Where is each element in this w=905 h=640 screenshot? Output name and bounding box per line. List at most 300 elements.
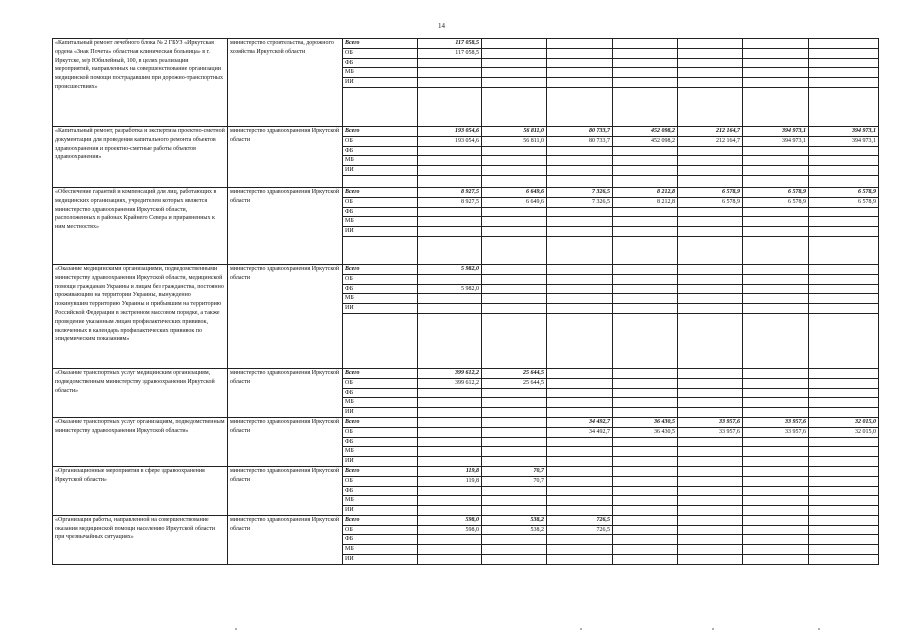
amount-cell bbox=[613, 217, 678, 227]
amount-cell: 7 326,5 bbox=[547, 187, 613, 197]
amount-cell bbox=[678, 68, 743, 78]
amount-cell bbox=[678, 437, 743, 447]
amount-cell bbox=[482, 496, 547, 506]
amount-cell bbox=[547, 398, 613, 408]
amount-cell bbox=[613, 398, 678, 408]
amount-cell bbox=[743, 388, 809, 398]
amount-cell: 25 644,5 bbox=[482, 368, 547, 378]
amount-cell bbox=[547, 156, 613, 166]
amount-cell bbox=[743, 466, 809, 476]
amount-cell bbox=[613, 39, 678, 49]
funding-source: Всего bbox=[343, 417, 418, 427]
funding-source: Всего bbox=[343, 368, 418, 378]
amount-cell bbox=[547, 496, 613, 506]
amount-cell bbox=[743, 48, 809, 58]
amount-cell bbox=[613, 166, 678, 176]
amount-cell bbox=[418, 166, 482, 176]
amount-cell: 212 164,7 bbox=[678, 136, 743, 146]
scan-speck bbox=[580, 628, 582, 630]
funding-source: ФБ bbox=[343, 284, 418, 294]
amount-cell bbox=[547, 476, 613, 486]
page-number: 14 bbox=[438, 22, 445, 30]
spacer-cell bbox=[418, 313, 482, 368]
amount-cell bbox=[547, 227, 613, 237]
amount-cell bbox=[547, 294, 613, 304]
spacer-cell bbox=[547, 236, 613, 264]
amount-cell bbox=[613, 227, 678, 237]
amount-cell bbox=[613, 207, 678, 217]
amount-cell bbox=[547, 274, 613, 284]
amount-cell: 394 973,1 bbox=[809, 136, 879, 146]
amount-cell bbox=[418, 388, 482, 398]
amount-cell bbox=[678, 496, 743, 506]
amount-cell bbox=[809, 48, 879, 58]
amount-cell bbox=[613, 466, 678, 476]
amount-cell bbox=[482, 398, 547, 408]
amount-cell bbox=[613, 535, 678, 545]
amount-cell: 32 015,0 bbox=[809, 427, 879, 437]
funding-source: Всего bbox=[343, 264, 418, 274]
amount-cell bbox=[482, 417, 547, 427]
amount-cell bbox=[809, 156, 879, 166]
amount-cell bbox=[547, 304, 613, 314]
amount-cell: 598,0 bbox=[418, 515, 482, 525]
amount-cell bbox=[613, 447, 678, 457]
spacer-cell bbox=[547, 87, 613, 126]
funding-source: ОБ bbox=[343, 378, 418, 388]
amount-cell bbox=[809, 388, 879, 398]
amount-cell: 119,8 bbox=[418, 476, 482, 486]
amount-cell bbox=[613, 58, 678, 68]
spacer-cell bbox=[678, 175, 743, 187]
amount-cell bbox=[482, 486, 547, 496]
amount-cell bbox=[809, 476, 879, 486]
funding-source: МБ bbox=[343, 447, 418, 457]
spacer-cell bbox=[809, 313, 879, 368]
amount-cell bbox=[418, 535, 482, 545]
amount-cell bbox=[678, 58, 743, 68]
amount-cell bbox=[482, 78, 547, 88]
amount-cell bbox=[809, 486, 879, 496]
amount-cell bbox=[482, 408, 547, 418]
spacer-cell bbox=[613, 313, 678, 368]
amount-cell: 80 733,7 bbox=[547, 126, 613, 136]
spacer-cell bbox=[547, 175, 613, 187]
amount-cell bbox=[743, 506, 809, 516]
amount-cell bbox=[418, 457, 482, 467]
amount-cell bbox=[809, 146, 879, 156]
amount-cell: 117 058,5 bbox=[418, 39, 482, 49]
amount-cell bbox=[613, 274, 678, 284]
section-description: «Оказание транспортных услуг медицинским организациям, подведомственным министерству здравоохранения Иркутской области» bbox=[53, 368, 228, 417]
amount-cell bbox=[547, 146, 613, 156]
amount-cell bbox=[547, 486, 613, 496]
funding-source: МБ bbox=[343, 496, 418, 506]
amount-cell bbox=[678, 39, 743, 49]
amount-cell bbox=[547, 466, 613, 476]
amount-cell bbox=[418, 207, 482, 217]
spacer-cell bbox=[343, 87, 418, 126]
amount-cell bbox=[809, 78, 879, 88]
amount-cell bbox=[482, 48, 547, 58]
section-description: «Капитальный ремонт лечебного блока № 2 ГБУЗ «Иркутская ордена «Знак Почета» областная клиническая больница» в г. Иркутске, м/р Юбилейный, 100, в целях реализации мероприятий, направленных на совершенствование организации медицинской помощи пострадавшим при дорожно-транспортных происшествиях» bbox=[53, 39, 228, 127]
amount-cell bbox=[418, 408, 482, 418]
amount-cell bbox=[678, 166, 743, 176]
amount-cell bbox=[743, 68, 809, 78]
section-description: «Обеспечение гарантий и компенсаций для лиц, работающих в медицинских организациях, учредителем которых является министерство здравоохранения Иркутской области, расположенных в районах Крайнего Севера и приравненных к ним местностях» bbox=[53, 187, 228, 264]
amount-cell bbox=[547, 506, 613, 516]
amount-cell: 33 957,6 bbox=[743, 427, 809, 437]
amount-cell bbox=[743, 486, 809, 496]
table-row bbox=[53, 264, 879, 274]
section-ministry: министерство строительства, дорожного хозяйства Иркутской области bbox=[228, 39, 343, 127]
amount-cell bbox=[613, 48, 678, 58]
amount-cell bbox=[678, 408, 743, 418]
amount-cell bbox=[482, 304, 547, 314]
amount-cell bbox=[743, 39, 809, 49]
amount-cell: 6 578,9 bbox=[678, 187, 743, 197]
amount-cell bbox=[482, 437, 547, 447]
amount-cell bbox=[547, 58, 613, 68]
amount-cell bbox=[809, 535, 879, 545]
amount-cell: 33 957,6 bbox=[678, 427, 743, 437]
amount-cell: 6 649,6 bbox=[482, 187, 547, 197]
table-row bbox=[53, 187, 879, 197]
amount-cell bbox=[418, 486, 482, 496]
amount-cell bbox=[678, 398, 743, 408]
amount-cell bbox=[809, 58, 879, 68]
funding-source: ИИ bbox=[343, 457, 418, 467]
amount-cell bbox=[482, 68, 547, 78]
amount-cell bbox=[482, 388, 547, 398]
amount-cell bbox=[743, 78, 809, 88]
amount-cell bbox=[743, 146, 809, 156]
amount-cell: 7 326,5 bbox=[547, 197, 613, 207]
amount-cell bbox=[613, 368, 678, 378]
amount-cell bbox=[809, 68, 879, 78]
amount-cell bbox=[743, 535, 809, 545]
amount-cell bbox=[547, 48, 613, 58]
amount-cell bbox=[809, 264, 879, 274]
amount-cell: 6 578,9 bbox=[743, 197, 809, 207]
amount-cell bbox=[613, 476, 678, 486]
funding-source: Всего bbox=[343, 126, 418, 136]
funding-source: ИИ bbox=[343, 408, 418, 418]
funding-source: МБ bbox=[343, 398, 418, 408]
amount-cell bbox=[613, 264, 678, 274]
section-ministry: министерство здравоохранения Иркутской области bbox=[228, 515, 343, 564]
amount-cell bbox=[613, 486, 678, 496]
amount-cell: 8 212,8 bbox=[613, 197, 678, 207]
amount-cell bbox=[743, 457, 809, 467]
section-ministry: министерство здравоохранения Иркутской области bbox=[228, 126, 343, 187]
funding-source: ОБ bbox=[343, 197, 418, 207]
amount-cell: 399 612,2 bbox=[418, 368, 482, 378]
spacer-cell bbox=[613, 87, 678, 126]
amount-cell bbox=[743, 264, 809, 274]
amount-cell bbox=[743, 398, 809, 408]
spacer-cell bbox=[418, 236, 482, 264]
section-ministry: министерство здравоохранения Иркутской области bbox=[228, 187, 343, 264]
funding-source: ИИ bbox=[343, 506, 418, 516]
amount-cell bbox=[482, 264, 547, 274]
amount-cell bbox=[678, 447, 743, 457]
amount-cell bbox=[678, 48, 743, 58]
amount-cell bbox=[482, 39, 547, 49]
amount-cell bbox=[809, 304, 879, 314]
amount-cell bbox=[613, 304, 678, 314]
amount-cell bbox=[678, 227, 743, 237]
amount-cell bbox=[613, 555, 678, 565]
amount-cell bbox=[547, 368, 613, 378]
amount-cell bbox=[482, 545, 547, 555]
amount-cell bbox=[743, 378, 809, 388]
section-description: «Организационные мероприятия в сфере здравоохранения Иркутской области» bbox=[53, 466, 228, 515]
amount-cell bbox=[547, 408, 613, 418]
funding-source: ФБ bbox=[343, 535, 418, 545]
amount-cell bbox=[809, 284, 879, 294]
funding-source: ОБ bbox=[343, 48, 418, 58]
amount-cell bbox=[809, 398, 879, 408]
spacer-cell bbox=[743, 236, 809, 264]
amount-cell bbox=[743, 555, 809, 565]
funding-source: ИИ bbox=[343, 304, 418, 314]
spacer-cell bbox=[418, 87, 482, 126]
amount-cell: 25 644,5 bbox=[482, 378, 547, 388]
amount-cell bbox=[482, 166, 547, 176]
amount-cell bbox=[418, 447, 482, 457]
amount-cell bbox=[743, 368, 809, 378]
section-description: «Капитальный ремонт, разработка и экспертиза проектно-сметной документации для проведения капитального ремонта объектов здравоохранения и проектно-сметные работы объектов здравоохранения» bbox=[53, 126, 228, 187]
amount-cell bbox=[743, 545, 809, 555]
amount-cell bbox=[809, 378, 879, 388]
amount-cell bbox=[613, 68, 678, 78]
funding-source: ИИ bbox=[343, 166, 418, 176]
amount-cell bbox=[482, 207, 547, 217]
table-row bbox=[53, 39, 879, 49]
funding-source: ОБ bbox=[343, 476, 418, 486]
amount-cell bbox=[613, 408, 678, 418]
funding-source: ИИ bbox=[343, 555, 418, 565]
amount-cell bbox=[809, 294, 879, 304]
section-ministry: министерство здравоохранения Иркутской области bbox=[228, 264, 343, 368]
amount-cell bbox=[418, 146, 482, 156]
amount-cell: 32 015,0 bbox=[809, 417, 879, 427]
spacer-cell bbox=[482, 175, 547, 187]
amount-cell bbox=[743, 515, 809, 525]
amount-cell bbox=[678, 486, 743, 496]
amount-cell bbox=[613, 515, 678, 525]
amount-cell: 6 578,9 bbox=[678, 197, 743, 207]
spacer-cell bbox=[482, 313, 547, 368]
spacer-cell bbox=[343, 175, 418, 187]
amount-cell bbox=[678, 304, 743, 314]
amount-cell: 8 927,5 bbox=[418, 187, 482, 197]
table-row bbox=[53, 126, 879, 136]
amount-cell bbox=[809, 227, 879, 237]
amount-cell bbox=[613, 506, 678, 516]
spacer-cell bbox=[547, 313, 613, 368]
amount-cell bbox=[678, 535, 743, 545]
amount-cell bbox=[678, 146, 743, 156]
budget-table bbox=[52, 38, 879, 565]
amount-cell bbox=[743, 437, 809, 447]
amount-cell bbox=[547, 545, 613, 555]
amount-cell bbox=[613, 146, 678, 156]
amount-cell bbox=[547, 78, 613, 88]
funding-source: Всего bbox=[343, 39, 418, 49]
amount-cell: 33 957,6 bbox=[743, 417, 809, 427]
amount-cell bbox=[482, 294, 547, 304]
spacer-cell bbox=[678, 87, 743, 126]
amount-cell bbox=[678, 545, 743, 555]
section-ministry: министерство здравоохранения Иркутской области bbox=[228, 417, 343, 466]
amount-cell bbox=[809, 457, 879, 467]
amount-cell bbox=[613, 437, 678, 447]
funding-source: ФБ bbox=[343, 207, 418, 217]
spacer-cell bbox=[678, 236, 743, 264]
section-ministry: министерство здравоохранения Иркутской области bbox=[228, 466, 343, 515]
amount-cell bbox=[809, 437, 879, 447]
amount-cell: 33 957,6 bbox=[678, 417, 743, 427]
spacer-cell bbox=[343, 236, 418, 264]
amount-cell bbox=[678, 156, 743, 166]
funding-source: МБ bbox=[343, 156, 418, 166]
amount-cell bbox=[418, 294, 482, 304]
amount-cell bbox=[743, 274, 809, 284]
amount-cell bbox=[809, 39, 879, 49]
scan-marks bbox=[0, 628, 905, 638]
amount-cell bbox=[743, 525, 809, 535]
spacer-cell bbox=[743, 313, 809, 368]
amount-cell bbox=[809, 466, 879, 476]
funding-source: ФБ bbox=[343, 388, 418, 398]
section-description: «Оказание медицинскими организациями, подведомственными министерству здравоохранения Иркутской области, медицинской помощи гражданам Украины и лицам без гражданства, постоянно проживающим на территории Украины, вынужденно покинувшим территорию Украины и прибывшим на территорию Российской Федерации в экстренном массовом порядке, а также проведение указанным лицам профилактических прививок, включенных в календарь профилактических прививок по эпидемическим показаниям» bbox=[53, 264, 228, 368]
amount-cell bbox=[743, 476, 809, 486]
amount-cell bbox=[418, 555, 482, 565]
amount-cell: 394 973,1 bbox=[743, 136, 809, 146]
amount-cell bbox=[743, 217, 809, 227]
amount-cell bbox=[613, 156, 678, 166]
amount-cell bbox=[547, 535, 613, 545]
amount-cell bbox=[482, 156, 547, 166]
funding-source: ОБ bbox=[343, 525, 418, 535]
amount-cell: 538,2 bbox=[482, 515, 547, 525]
amount-cell bbox=[613, 388, 678, 398]
amount-cell bbox=[418, 506, 482, 516]
amount-cell bbox=[678, 555, 743, 565]
amount-cell bbox=[809, 368, 879, 378]
amount-cell bbox=[547, 457, 613, 467]
amount-cell bbox=[418, 304, 482, 314]
funding-source: Всего bbox=[343, 187, 418, 197]
amount-cell bbox=[547, 166, 613, 176]
amount-cell bbox=[743, 294, 809, 304]
amount-cell: 6 578,9 bbox=[809, 197, 879, 207]
amount-cell bbox=[678, 525, 743, 535]
amount-cell bbox=[418, 437, 482, 447]
amount-cell bbox=[809, 217, 879, 227]
amount-cell bbox=[809, 515, 879, 525]
funding-source: ФБ bbox=[343, 58, 418, 68]
funding-source: ИИ bbox=[343, 78, 418, 88]
amount-cell bbox=[809, 207, 879, 217]
scan-speck bbox=[235, 628, 237, 630]
amount-cell bbox=[678, 457, 743, 467]
amount-cell bbox=[613, 525, 678, 535]
amount-cell bbox=[547, 378, 613, 388]
amount-cell: 452 098,2 bbox=[613, 136, 678, 146]
section-description: «Оказание транспортных услуг организациям, подведомственным министерству здравоохранения Иркутской области» bbox=[53, 417, 228, 466]
amount-cell bbox=[678, 515, 743, 525]
funding-source: ОБ bbox=[343, 136, 418, 146]
section-ministry: министерство здравоохранения Иркутской области bbox=[228, 368, 343, 417]
amount-cell bbox=[418, 545, 482, 555]
amount-cell bbox=[809, 166, 879, 176]
amount-cell bbox=[547, 68, 613, 78]
amount-cell bbox=[809, 496, 879, 506]
amount-cell: 6 578,9 bbox=[743, 187, 809, 197]
amount-cell bbox=[482, 555, 547, 565]
amount-cell: 36 430,5 bbox=[613, 427, 678, 437]
amount-cell bbox=[613, 496, 678, 506]
amount-cell bbox=[809, 447, 879, 457]
amount-cell bbox=[482, 535, 547, 545]
amount-cell bbox=[482, 146, 547, 156]
budget-table-body bbox=[53, 39, 879, 565]
amount-cell bbox=[418, 68, 482, 78]
amount-cell bbox=[418, 274, 482, 284]
amount-cell bbox=[547, 555, 613, 565]
amount-cell: 6 649,6 bbox=[482, 197, 547, 207]
spacer-cell bbox=[613, 175, 678, 187]
funding-source: МБ bbox=[343, 294, 418, 304]
amount-cell bbox=[418, 427, 482, 437]
amount-cell bbox=[418, 398, 482, 408]
amount-cell bbox=[418, 417, 482, 427]
amount-cell: 80 733,7 bbox=[547, 136, 613, 146]
amount-cell bbox=[743, 58, 809, 68]
spacer-cell bbox=[809, 87, 879, 126]
amount-cell: 212 164,7 bbox=[678, 126, 743, 136]
amount-cell: 394 973,1 bbox=[743, 126, 809, 136]
amount-cell bbox=[547, 447, 613, 457]
amount-cell bbox=[678, 466, 743, 476]
funding-source: МБ bbox=[343, 68, 418, 78]
amount-cell bbox=[547, 39, 613, 49]
amount-cell: 56 811,0 bbox=[482, 136, 547, 146]
funding-source: МБ bbox=[343, 545, 418, 555]
amount-cell bbox=[743, 447, 809, 457]
amount-cell bbox=[678, 294, 743, 304]
scan-speck bbox=[712, 628, 714, 630]
spacer-cell bbox=[809, 236, 879, 264]
amount-cell: 119,8 bbox=[418, 466, 482, 476]
amount-cell bbox=[418, 217, 482, 227]
amount-cell bbox=[678, 476, 743, 486]
amount-cell bbox=[809, 506, 879, 516]
amount-cell bbox=[482, 227, 547, 237]
amount-cell bbox=[613, 284, 678, 294]
amount-cell bbox=[418, 227, 482, 237]
amount-cell: 5 982,0 bbox=[418, 284, 482, 294]
amount-cell: 726,5 bbox=[547, 515, 613, 525]
amount-cell bbox=[418, 156, 482, 166]
amount-cell bbox=[678, 78, 743, 88]
amount-cell: 452 098,2 bbox=[613, 126, 678, 136]
spacer-cell bbox=[613, 236, 678, 264]
funding-source: Всего bbox=[343, 466, 418, 476]
